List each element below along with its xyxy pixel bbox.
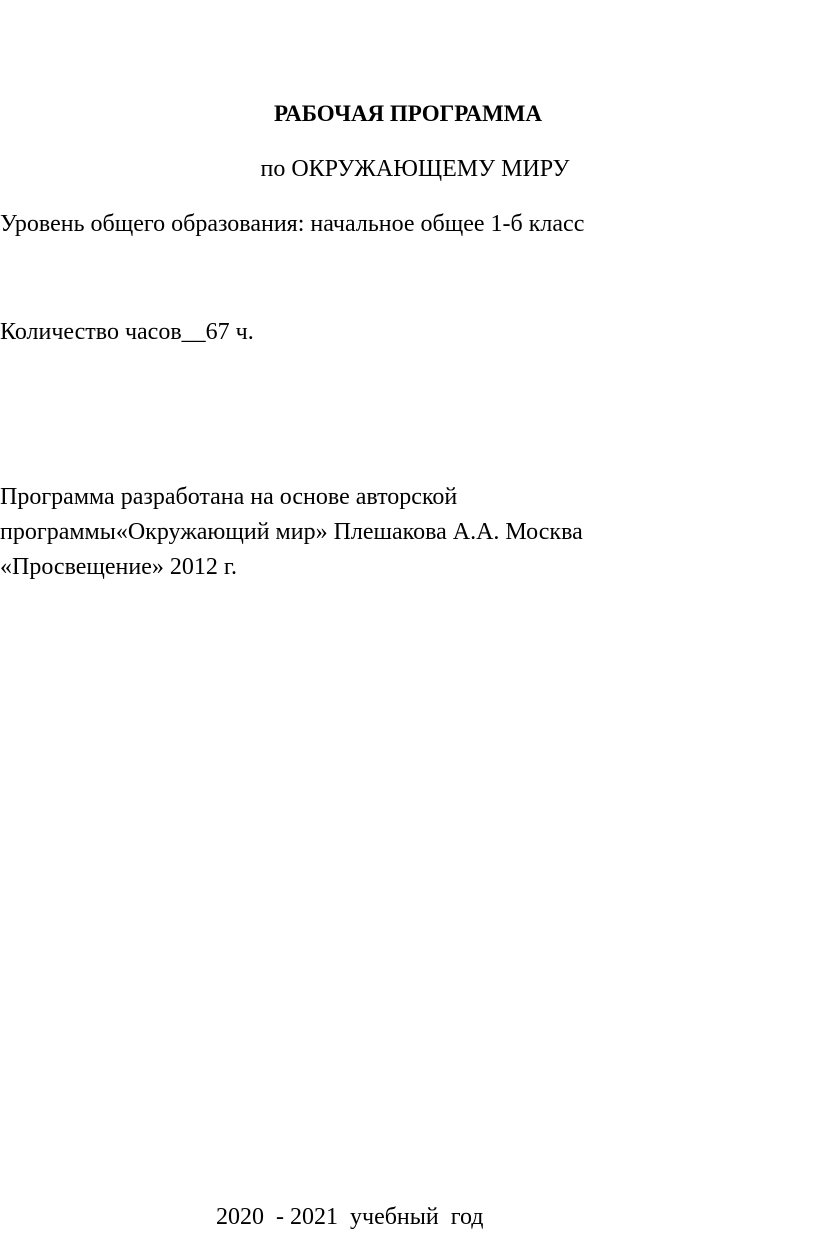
program-basis-line: Программа разработана на основе авторской [0, 484, 458, 510]
program-title: РАБОЧАЯ ПРОГРАММА [273, 101, 542, 126]
school-year-text: 2020 - 2021 учебный год [216, 1204, 484, 1230]
program-basis-line: программы«Окружающий мир» Плешакова А.А. Москва [0, 519, 583, 545]
subject-subtitle: по ОКРУЖАЮЩЕМУ МИРУ [260, 156, 570, 182]
hours-count-text: Количество часов__67 ч. [0, 319, 254, 345]
program-basis-line: «Просвещение» 2012 г. [0, 554, 238, 580]
program-basis-paragraph [0, 480, 700, 585]
education-level-text: Уровень общего образования: начальное общее 1-б класс [0, 211, 585, 237]
